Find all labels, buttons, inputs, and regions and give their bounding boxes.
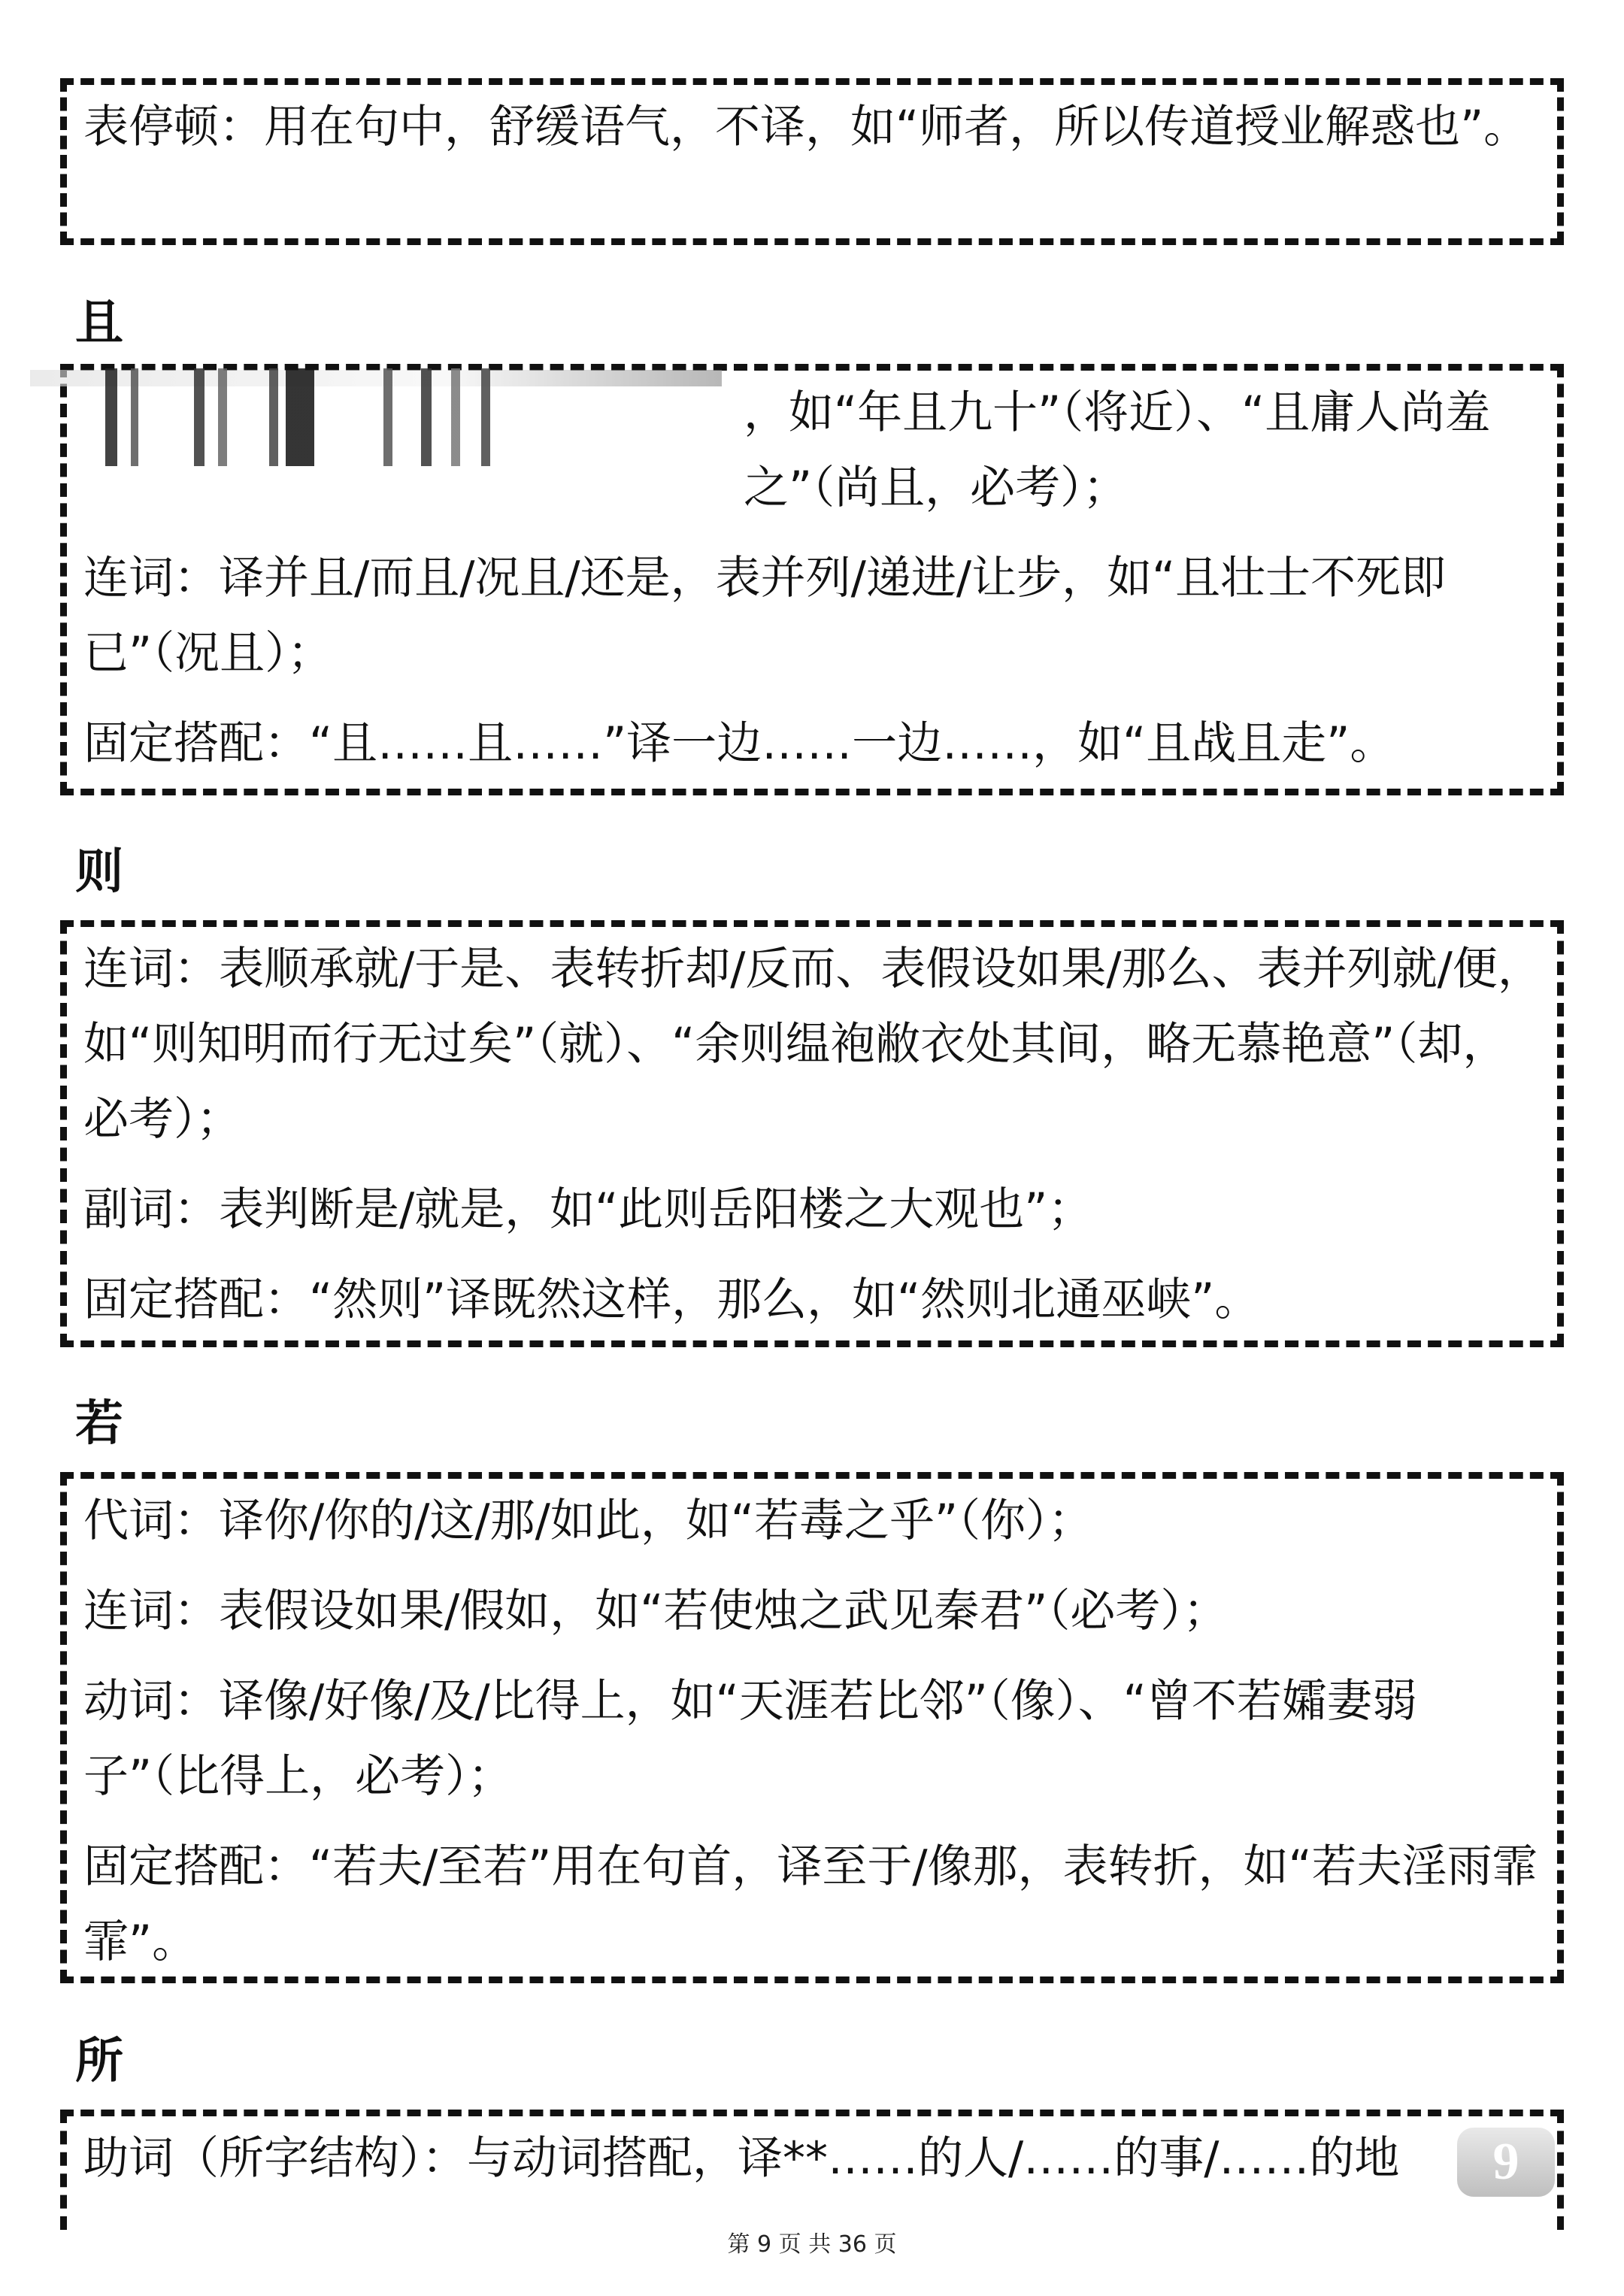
heading-qie: 且 [75,295,123,351]
entry-line-text: ，如“年且九十”（将近）、“且庸人尚羞之”（尚且，必考）； [744,386,1491,514]
page-number-badge: 9 [1457,2128,1555,2197]
entry-line: 动词：译像/好像/及/比得上，如“天涯若比邻”（像）、“曾不若孀妻弱子”（比得上，必考）； [83,1675,1417,1803]
entry-line: 表停顿：用在句中，舒缓语气，不译，如“师者，所以传道授业解惑也”。 [83,101,1529,153]
entry-line: 固定搭配：“然则”译既然这样，那么，如“然则北通巫峡”。 [83,1274,1260,1326]
entry-line: 代词：译你/你的/这/那/如此，如“若毒之乎”（你）； [83,1495,1094,1547]
entry-box-ze [60,920,1564,1347]
heading-ze: 则 [75,844,123,900]
entry-line: 副词：表判断是/就是，如“此则岳阳楼之大观也”； [83,1183,1093,1236]
page-footer: 第 9 页 共 36 页 [727,2231,897,2258]
entry-line: 固定搭配：“且……且……”译一边……一边……，如“且战且走”。 [83,717,1395,770]
scan-artifact [30,368,722,466]
entry-line: 助词（所字结构）：与动词搭配，译**……的人/……的事/……的地 [83,2132,1400,2185]
entry-line: 固定搭配：“若夫/至若”用在句首，译至于/像那，表转折，如“若夫淫雨霏霏”。 [83,1840,1538,1968]
heading-suo: 所 [75,2034,123,2089]
heading-ruo: 若 [75,1396,123,1452]
entry-line: 连词：表假设如果/假如，如“若使烛之武见秦君”（必考）； [83,1585,1229,1637]
entry-line: 连词：译并且/而且/况且/还是，表并列/递进/让步，如“且壮士不死即已”（况且）； [83,552,1447,680]
entry-box-suo [60,2110,1564,2230]
entry-box-ruo [60,1472,1564,1983]
entry-line: 连词：表顺承就/于是、表转折却/反而、表假设如果/那么、表并列就/便，如“则知明而行无过矣”（就）、“余则缊袍敝衣处其间，略无慕艳意”（却，必考）； [83,943,1543,1146]
entry-box-continuation [60,78,1564,245]
